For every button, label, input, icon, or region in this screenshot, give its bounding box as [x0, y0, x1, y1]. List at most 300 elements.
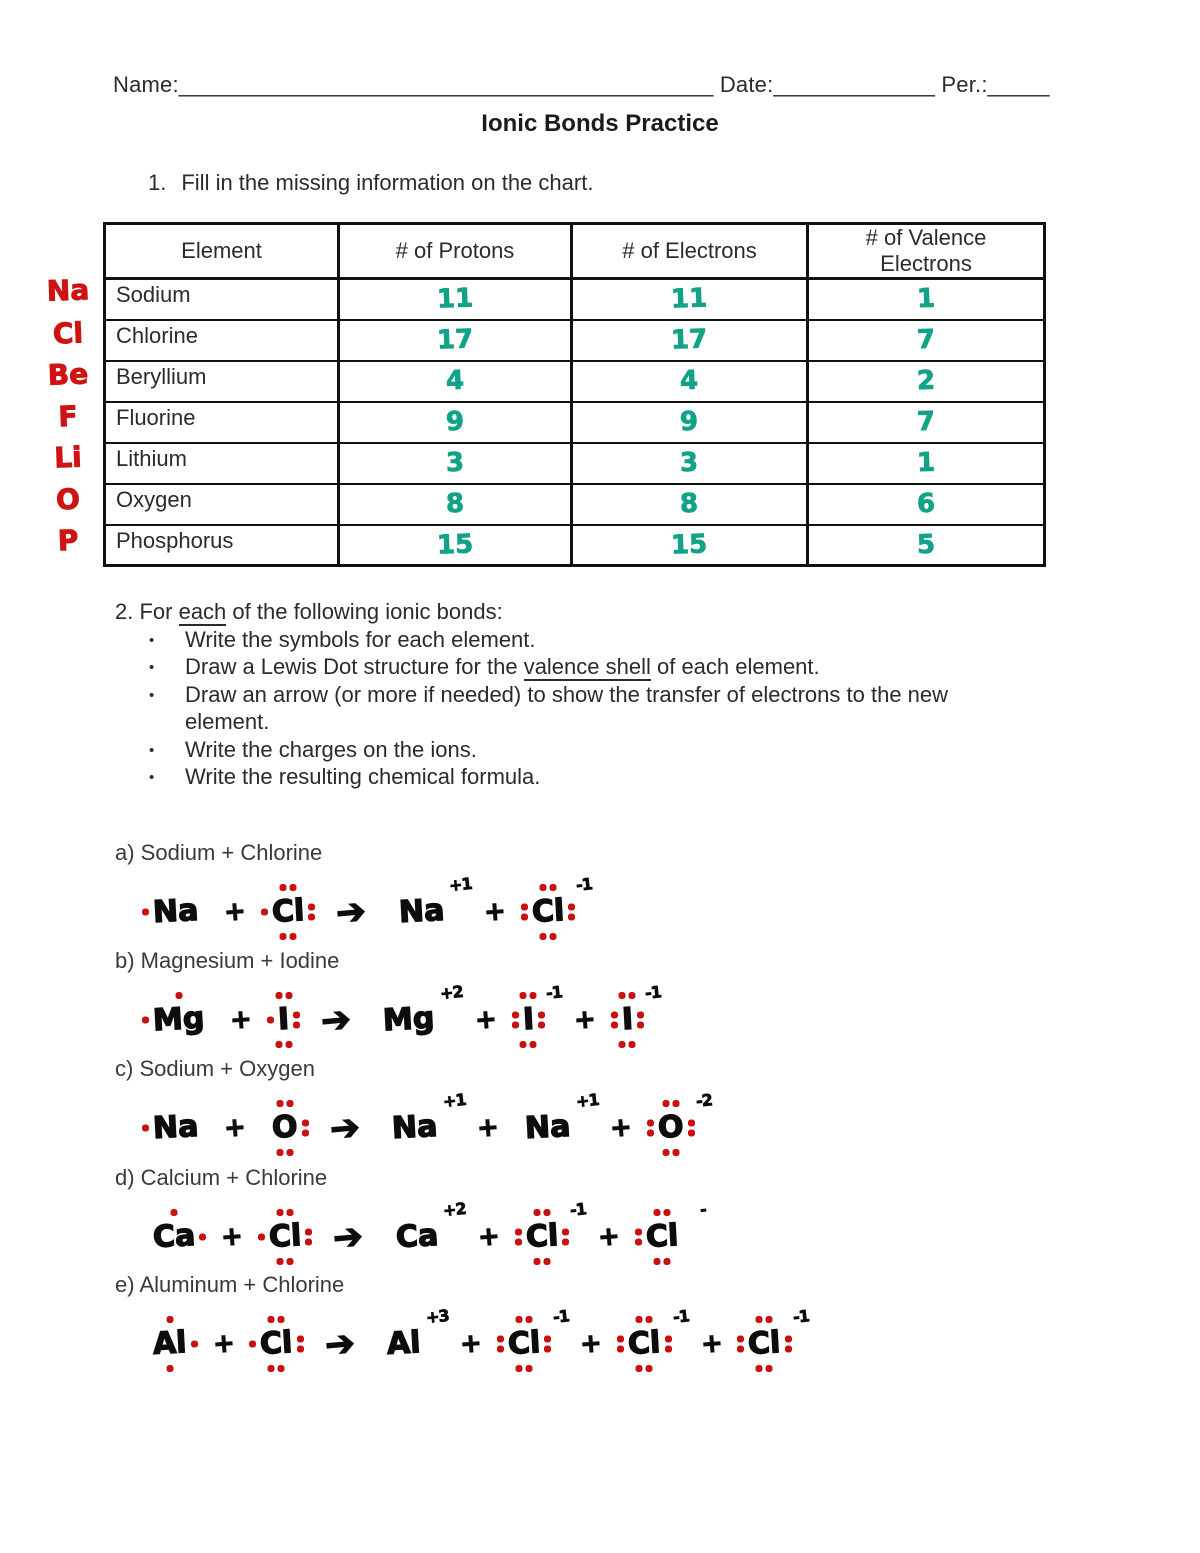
electron-dot — [785, 1336, 792, 1343]
date-blank-line[interactable]: _____________ — [773, 72, 936, 97]
electron-dot — [530, 1041, 537, 1048]
electron-dot — [636, 1316, 643, 1323]
electron-dot — [285, 992, 292, 999]
atom-symbol: Cl — [271, 893, 306, 930]
atom-symbol: Cl — [644, 1218, 679, 1255]
electron-dot — [665, 1346, 672, 1353]
handwritten-answer: 9 — [445, 406, 465, 438]
electron-dots-left — [611, 1012, 618, 1029]
electron-dots-right — [305, 1229, 312, 1246]
electron-dot — [530, 992, 537, 999]
lewis-equation[interactable] — [141, 981, 662, 1052]
electron-dot — [276, 1100, 283, 1107]
handwritten-answer: 8 — [679, 488, 700, 520]
electron-dot — [737, 1336, 744, 1343]
electron-dot — [635, 1239, 642, 1246]
electron-dot — [688, 1130, 695, 1137]
electron-dot — [166, 1316, 173, 1323]
electron-dot — [538, 1012, 545, 1019]
electron-dot — [249, 1341, 256, 1348]
electron-dots-top — [619, 992, 636, 999]
electron-dots-right — [302, 1120, 309, 1137]
electron-dot — [543, 1209, 550, 1216]
handwritten-answer: 15 — [436, 529, 474, 561]
electron-dot — [142, 1017, 149, 1024]
element-name-cell: Sodium — [105, 279, 339, 320]
lewis-atom-cl — [736, 1306, 810, 1372]
atom-symbol: I — [521, 1001, 535, 1038]
protons-answer-cell[interactable] — [339, 361, 572, 402]
electron-dots-left — [512, 1012, 519, 1029]
electron-dots-bottom — [662, 1149, 679, 1156]
electron-dot — [619, 992, 626, 999]
lewis-atom-na — [141, 884, 210, 940]
plus-operator: + — [476, 1221, 501, 1253]
electron-dot — [619, 1041, 626, 1048]
problem-c — [115, 1056, 713, 1160]
electron-dot — [617, 1336, 624, 1343]
electron-dot — [653, 1258, 660, 1265]
electron-dot — [276, 1149, 283, 1156]
electron-dot — [175, 992, 182, 999]
electron-dot — [611, 1022, 618, 1029]
date-label: Date: — [719, 72, 774, 97]
lewis-atom-cl — [257, 1209, 313, 1265]
electron-dot — [302, 1130, 309, 1137]
lewis-atom-ca — [141, 1209, 207, 1265]
handwritten-answer: 5 — [916, 529, 936, 561]
margin-element-symbol: O — [55, 482, 81, 517]
ion-charge: -1 — [575, 874, 594, 895]
electron-dot — [665, 1336, 672, 1343]
electron-dot — [293, 1012, 300, 1019]
valence-answer-cell[interactable] — [808, 320, 1045, 361]
name-blank-line[interactable]: ___________________________________________ — [178, 72, 714, 97]
valence-answer-cell[interactable] — [808, 402, 1045, 443]
electron-dot — [512, 1012, 519, 1019]
electron-dots-right — [538, 1012, 545, 1029]
lewis-atom-na — [513, 1089, 600, 1156]
electron-dot — [766, 1365, 773, 1372]
electron-dots-left — [267, 1017, 274, 1024]
lewis-atom-i — [610, 982, 662, 1048]
protons-answer-cell[interactable] — [339, 525, 572, 566]
atom-symbol: Mg — [382, 1000, 436, 1039]
margin-element-symbol: Cl — [52, 316, 84, 351]
electron-dots-bottom — [756, 1365, 773, 1372]
electron-dots-bottom — [280, 933, 297, 940]
atom-symbol: Cl — [747, 1325, 782, 1362]
electron-dots-left — [647, 1120, 654, 1137]
electron-dot — [308, 914, 315, 921]
electron-dots-top — [275, 992, 292, 999]
table-row — [105, 443, 1045, 484]
instruction-text: Write the symbols for each element. — [185, 626, 536, 652]
bullet-icon: • — [149, 769, 155, 786]
electron-dots-top — [520, 992, 537, 999]
electron-dot — [290, 933, 297, 940]
electron-dot — [290, 884, 297, 891]
ion-charge: - — [699, 1199, 708, 1220]
instruction-text-post: of each element. — [650, 654, 820, 679]
electron-dot — [637, 1012, 644, 1019]
plus-operator: + — [473, 1004, 498, 1036]
table-row — [105, 402, 1045, 443]
electrons-answer-cell[interactable] — [572, 279, 808, 320]
handwritten-answer: 3 — [445, 447, 465, 479]
period-label: Per.: — [941, 72, 988, 97]
electron-dots-left — [617, 1336, 624, 1353]
margin-element-symbol: P — [57, 523, 79, 558]
ion-charge: +2 — [442, 1198, 467, 1221]
atom-symbol: I — [277, 1001, 291, 1038]
electron-dots-right — [785, 1336, 792, 1353]
lewis-atom-cl — [496, 1306, 570, 1372]
header-line — [113, 72, 1050, 98]
lewis-atom-cl — [616, 1306, 690, 1372]
electrons-answer-cell[interactable] — [572, 484, 808, 525]
question-1-number: 1. — [148, 170, 167, 195]
electron-dot — [617, 1346, 624, 1353]
electrons-answer-cell[interactable] — [572, 361, 808, 402]
electrons-answer-cell[interactable] — [572, 402, 808, 443]
electron-dot — [629, 1041, 636, 1048]
electron-dot — [520, 992, 527, 999]
ion-charge: -1 — [551, 1306, 570, 1327]
element-name-cell: Oxygen — [105, 484, 339, 525]
electron-dot — [199, 1234, 206, 1241]
instruction-text-pre: Draw a Lewis Dot structure for the — [185, 654, 524, 679]
problem-label: d) Calcium + Chlorine — [115, 1165, 328, 1190]
electron-dots-top — [539, 884, 556, 891]
electron-dots-right — [308, 904, 315, 921]
lewis-equation[interactable] — [141, 1089, 713, 1160]
handwritten-answer: 4 — [445, 365, 465, 397]
electron-dot — [653, 1209, 660, 1216]
electron-dots-left — [737, 1336, 744, 1353]
ion-charge: +3 — [424, 1305, 450, 1328]
atom-symbol: Cl — [530, 893, 565, 930]
valence-answer-cell[interactable] — [808, 525, 1045, 566]
electron-dot — [286, 1149, 293, 1156]
electron-dots-left — [261, 909, 268, 916]
electron-dot — [171, 1209, 178, 1216]
electron-dots-right — [293, 1012, 300, 1029]
electron-dots-top — [175, 992, 182, 999]
element-name-cell: Chlorine — [105, 320, 339, 361]
electron-dot — [544, 1336, 551, 1343]
protons-answer-cell[interactable] — [339, 402, 572, 443]
electron-dots-top — [636, 1316, 653, 1323]
electron-dot — [297, 1336, 304, 1343]
bullet-icon: • — [149, 659, 155, 676]
element-chart-table — [103, 222, 1046, 567]
electron-dots-bottom — [539, 933, 556, 940]
lewis-equation[interactable] — [141, 873, 594, 944]
atom-symbol: I — [620, 1001, 634, 1038]
electron-dot — [662, 1100, 669, 1107]
instruction-bullet — [115, 763, 1015, 791]
electron-dots-left — [497, 1336, 504, 1353]
question-2-block — [115, 598, 1075, 791]
electron-dot — [297, 1346, 304, 1353]
problem-a — [115, 840, 594, 944]
electron-dots-right — [199, 1234, 206, 1241]
electron-dots-top — [166, 1316, 173, 1323]
question-2-text: 2. For — [115, 599, 179, 624]
electron-dot — [637, 1022, 644, 1029]
handwritten-answer: 15 — [670, 529, 709, 561]
electron-dot — [539, 884, 546, 891]
lewis-atom-i — [266, 992, 301, 1048]
electron-dot — [663, 1209, 670, 1216]
electron-dot — [539, 933, 546, 940]
electron-dot — [308, 904, 315, 911]
instruction-bullet — [115, 653, 1015, 681]
instruction-text: Write the resulting chemical formula. — [185, 764, 541, 789]
electron-dot — [526, 1316, 533, 1323]
problem-label: c) Sodium + Oxygen — [115, 1056, 315, 1081]
atom-symbol: Ca — [394, 1217, 439, 1256]
electron-dot — [512, 1022, 519, 1029]
question-2-underlined-word: each — [178, 599, 227, 624]
valence-answer-cell[interactable] — [808, 443, 1045, 484]
electron-dot — [737, 1346, 744, 1353]
electron-dot — [629, 992, 636, 999]
question-2-text: of the following ionic bonds: — [226, 599, 503, 624]
lewis-atom-ca — [384, 1198, 467, 1265]
lewis-atom-i — [511, 982, 563, 1048]
electron-dot — [568, 904, 575, 911]
electron-dots-top — [653, 1209, 670, 1216]
ion-charge: +1 — [574, 1089, 600, 1112]
handwritten-answer: 7 — [916, 324, 936, 356]
electron-dot — [191, 1341, 198, 1348]
instruction-text — [185, 653, 820, 681]
electron-dot — [688, 1120, 695, 1127]
element-name-cell: Beryllium — [105, 361, 339, 402]
ion-charge: -2 — [694, 1090, 713, 1111]
instruction-underlined-words: valence shell — [523, 654, 651, 679]
plus-operator: + — [459, 1328, 484, 1360]
handwritten-answer: 11 — [670, 283, 709, 315]
electron-dot — [663, 1258, 670, 1265]
bullet-icon: • — [149, 686, 155, 704]
protons-answer-cell[interactable] — [339, 443, 572, 484]
lewis-atom-al — [375, 1305, 450, 1372]
lewis-atom-cl — [520, 874, 594, 940]
electron-dots-right — [191, 1341, 198, 1348]
electron-dots-right — [637, 1012, 644, 1029]
electron-dot — [293, 1022, 300, 1029]
handwritten-answer: 7 — [916, 406, 936, 438]
instruction-bullet — [115, 626, 1015, 654]
table-row — [105, 525, 1045, 566]
electron-dots-bottom — [636, 1365, 653, 1372]
electron-dots-top — [756, 1316, 773, 1323]
plus-operator: + — [229, 1004, 254, 1036]
element-name-cell: Lithium — [105, 443, 339, 484]
electron-dot — [756, 1316, 763, 1323]
electron-dots-top — [662, 1100, 679, 1107]
protons-answer-cell[interactable] — [339, 484, 572, 525]
handwritten-answer: 4 — [679, 365, 700, 397]
handwritten-answer: 1 — [916, 447, 936, 479]
question-1-prompt — [148, 170, 593, 196]
electron-dots-right — [665, 1336, 672, 1353]
plus-operator: + — [596, 1221, 621, 1253]
electron-dot — [142, 909, 149, 916]
electron-dots-left — [142, 1125, 149, 1132]
electron-dots-left — [635, 1229, 642, 1246]
electron-dots-top — [268, 1316, 285, 1323]
electron-dots-right — [568, 904, 575, 921]
electron-dots-bottom — [277, 1258, 294, 1265]
electron-dot — [267, 1017, 274, 1024]
lewis-equation[interactable] — [141, 1305, 810, 1376]
plus-operator: + — [211, 1328, 236, 1360]
electron-dot — [142, 1125, 149, 1132]
electron-dot — [516, 1316, 523, 1323]
bullet-icon: • — [149, 631, 155, 649]
margin-element-symbol: Be — [47, 357, 89, 392]
page-title: Ionic Bonds Practice — [481, 110, 719, 137]
handwritten-answer: 6 — [916, 488, 936, 520]
electron-dot — [275, 1041, 282, 1048]
electron-dot — [756, 1365, 763, 1372]
table-header-row — [105, 224, 1045, 279]
protons-answer-cell[interactable] — [339, 279, 572, 320]
atom-symbol: Na — [390, 1108, 439, 1147]
electrons-answer-cell[interactable] — [572, 443, 808, 484]
electron-dot — [277, 1209, 284, 1216]
electron-dot — [268, 1365, 275, 1372]
electron-dot — [672, 1149, 679, 1156]
electron-dot — [543, 1258, 550, 1265]
ion-charge: -1 — [545, 982, 563, 1003]
plus-operator: + — [220, 1221, 245, 1253]
handwritten-answer: 8 — [445, 488, 465, 520]
electron-dot — [305, 1239, 312, 1246]
electron-dot — [662, 1149, 669, 1156]
electron-dots-top — [277, 1209, 294, 1216]
lewis-atom-o — [260, 1100, 310, 1156]
valence-answer-cell[interactable] — [808, 361, 1045, 402]
lewis-atom-mg — [141, 992, 216, 1048]
electrons-answer-cell[interactable] — [572, 525, 808, 566]
element-name-cell: Fluorine — [105, 402, 339, 443]
electron-dot — [278, 1365, 285, 1372]
question-2-prompt — [115, 598, 1075, 626]
electron-dots-left — [142, 909, 149, 916]
atom-symbol: Mg — [152, 1000, 206, 1039]
atom-symbol: Na — [524, 1108, 572, 1147]
lewis-atom-al — [141, 1316, 199, 1372]
valence-answer-cell[interactable] — [808, 484, 1045, 525]
electron-dot — [278, 1316, 285, 1323]
atom-symbol: O — [271, 1109, 299, 1146]
plus-operator: + — [482, 896, 507, 928]
electron-dot — [785, 1346, 792, 1353]
valence-answer-cell[interactable] — [808, 279, 1045, 320]
protons-answer-cell[interactable] — [339, 320, 572, 361]
electron-dots-bottom — [653, 1258, 670, 1265]
atom-symbol: Na — [152, 1108, 200, 1147]
column-header-protons: # of Protons — [339, 224, 572, 279]
lewis-equation[interactable] — [141, 1198, 708, 1269]
electron-dot — [302, 1120, 309, 1127]
plus-operator: + — [579, 1328, 604, 1360]
ion-charge: -1 — [791, 1306, 810, 1327]
electron-dot — [280, 933, 287, 940]
reaction-arrow-icon: ➔ — [327, 1106, 362, 1150]
ion-charge: -1 — [569, 1199, 587, 1220]
table-row — [105, 279, 1045, 320]
electron-dot — [562, 1239, 569, 1246]
instruction-bullet — [115, 681, 1015, 736]
electron-dot — [647, 1120, 654, 1127]
atom-symbol: Ca — [152, 1217, 197, 1256]
atom-symbol: Cl — [524, 1218, 559, 1255]
table-row — [105, 320, 1045, 361]
electron-dot — [166, 1365, 173, 1372]
electron-dots-left — [258, 1234, 265, 1241]
electron-dots-bottom — [516, 1365, 533, 1372]
plus-operator: + — [609, 1112, 634, 1144]
electrons-answer-cell[interactable] — [572, 320, 808, 361]
electron-dot — [549, 933, 556, 940]
electron-dot — [544, 1346, 551, 1353]
question-1-text: Fill in the missing information on the chart. — [181, 170, 594, 195]
margin-element-symbol: F — [57, 399, 79, 434]
reaction-arrow-icon: ➔ — [322, 1322, 357, 1366]
electron-dot — [516, 1365, 523, 1372]
lewis-atom-na — [141, 1100, 210, 1156]
period-blank-line[interactable]: _____ — [987, 72, 1050, 97]
atom-symbol: Cl — [627, 1325, 662, 1362]
electron-dot — [672, 1100, 679, 1107]
handwritten-answer: 9 — [679, 406, 700, 438]
electron-dots-bottom — [268, 1365, 285, 1372]
handwritten-answer: 1 — [916, 283, 936, 315]
atom-symbol: Al — [152, 1325, 188, 1362]
electron-dot — [497, 1336, 504, 1343]
handwritten-answer: 11 — [436, 283, 474, 315]
ion-charge: -1 — [671, 1306, 690, 1327]
instruction-bullet — [115, 736, 1015, 764]
electron-dot — [521, 914, 528, 921]
electron-dot — [280, 884, 287, 891]
column-header-electrons: # of Electrons — [572, 224, 808, 279]
electron-dots-left — [521, 904, 528, 921]
ion-charge: +2 — [439, 981, 464, 1004]
electron-dots-bottom — [276, 1149, 293, 1156]
electron-dot — [261, 909, 268, 916]
electron-dot — [285, 1041, 292, 1048]
instruction-text: Draw an arrow (or more if needed) to show the transfer of electrons to the new element. — [185, 681, 949, 734]
problem-label: e) Aluminum + Chlorine — [115, 1272, 345, 1297]
electron-dot — [635, 1229, 642, 1236]
plus-operator: + — [223, 1112, 248, 1144]
electron-dot — [646, 1365, 653, 1372]
handwritten-answer: 2 — [916, 365, 936, 397]
electron-dot — [515, 1229, 522, 1236]
plus-operator: + — [223, 896, 248, 928]
ion-charge: -1 — [644, 982, 662, 1003]
reaction-arrow-icon: ➔ — [331, 1215, 366, 1259]
margin-element-symbol: Li — [53, 440, 83, 475]
atom-symbol: Cl — [507, 1325, 542, 1362]
